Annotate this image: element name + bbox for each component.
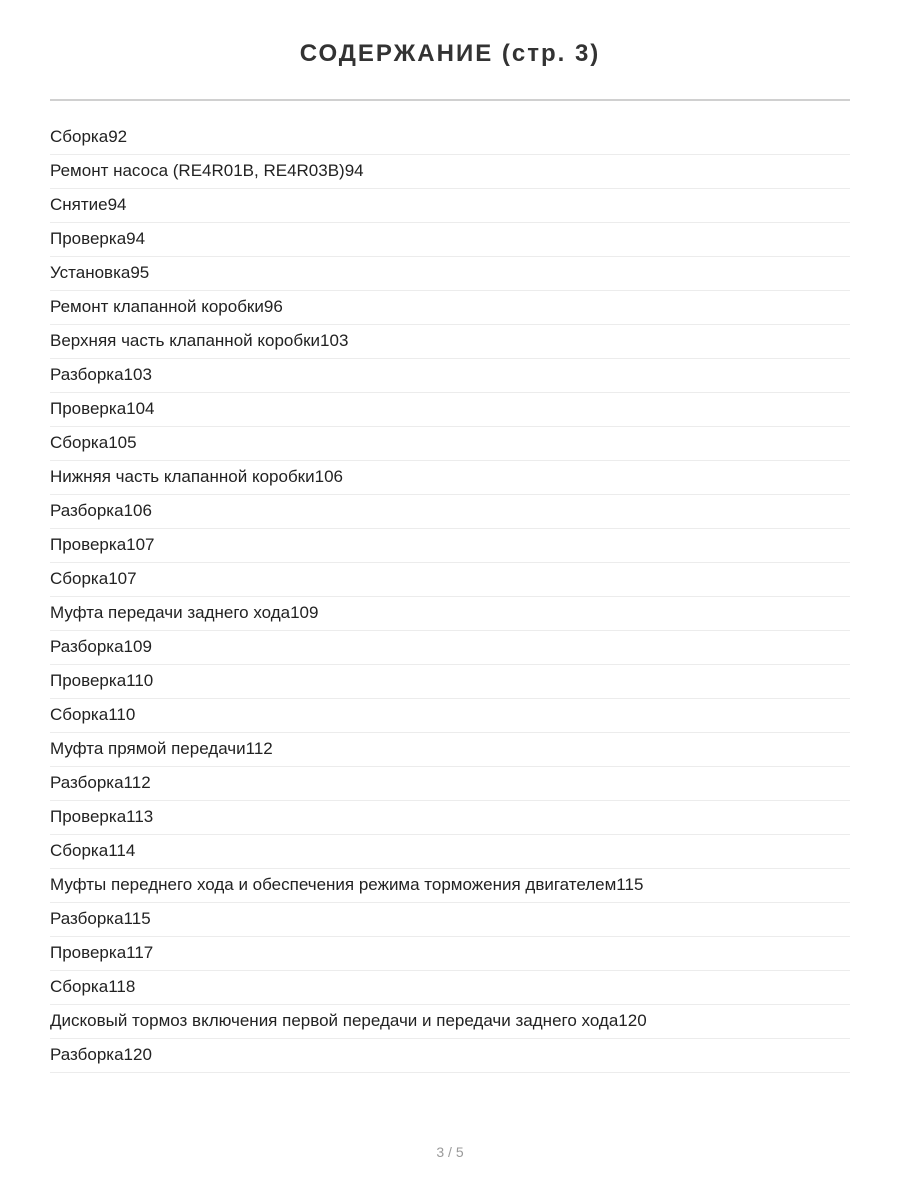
toc-entry: Муфта передачи заднего хода109 [50,597,850,631]
toc-entry: Разборка106 [50,495,850,529]
toc-entry: Ремонт клапанной коробки96 [50,291,850,325]
toc-entry: Разборка112 [50,767,850,801]
toc-list [50,121,850,1073]
toc-entry: Проверка113 [50,801,850,835]
toc-entry: Проверка107 [50,529,850,563]
toc-entry: Разборка103 [50,359,850,393]
toc-entry: Проверка110 [50,665,850,699]
toc-entry: Разборка115 [50,903,850,937]
toc-entry: Сборка92 [50,121,850,155]
toc-entry: Проверка117 [50,937,850,971]
toc-entry: Верхняя часть клапанной коробки103 [50,325,850,359]
toc-entry: Ремонт насоса (RE4R01B, RE4R03B)94 [50,155,850,189]
page-title: СОДЕРЖАНИЕ (стр. 3) [299,40,601,67]
title-divider [50,99,850,101]
toc-entry: Сборка107 [50,563,850,597]
toc-entry: Проверка104 [50,393,850,427]
toc-entry: Муфты переднего хода и обеспечения режима торможения двигателем115 [50,869,850,903]
toc-entry: Снятие94 [50,189,850,223]
toc-entry: Муфта прямой передачи112 [50,733,850,767]
toc-entry: Установка95 [50,257,850,291]
toc-entry: Сборка114 [50,835,850,869]
toc-entry: Сборка105 [50,427,850,461]
toc-entry: Разборка120 [50,1039,850,1073]
page-indicator: 3 / 5 [436,1144,464,1160]
toc-entry: Дисковый тормоз включения первой передачи и передачи заднего хода120 [50,1005,850,1039]
toc-entry: Разборка109 [50,631,850,665]
toc-entry: Сборка118 [50,971,850,1005]
toc-entry: Сборка110 [50,699,850,733]
toc-entry: Проверка94 [50,223,850,257]
toc-entry: Нижняя часть клапанной коробки106 [50,461,850,495]
